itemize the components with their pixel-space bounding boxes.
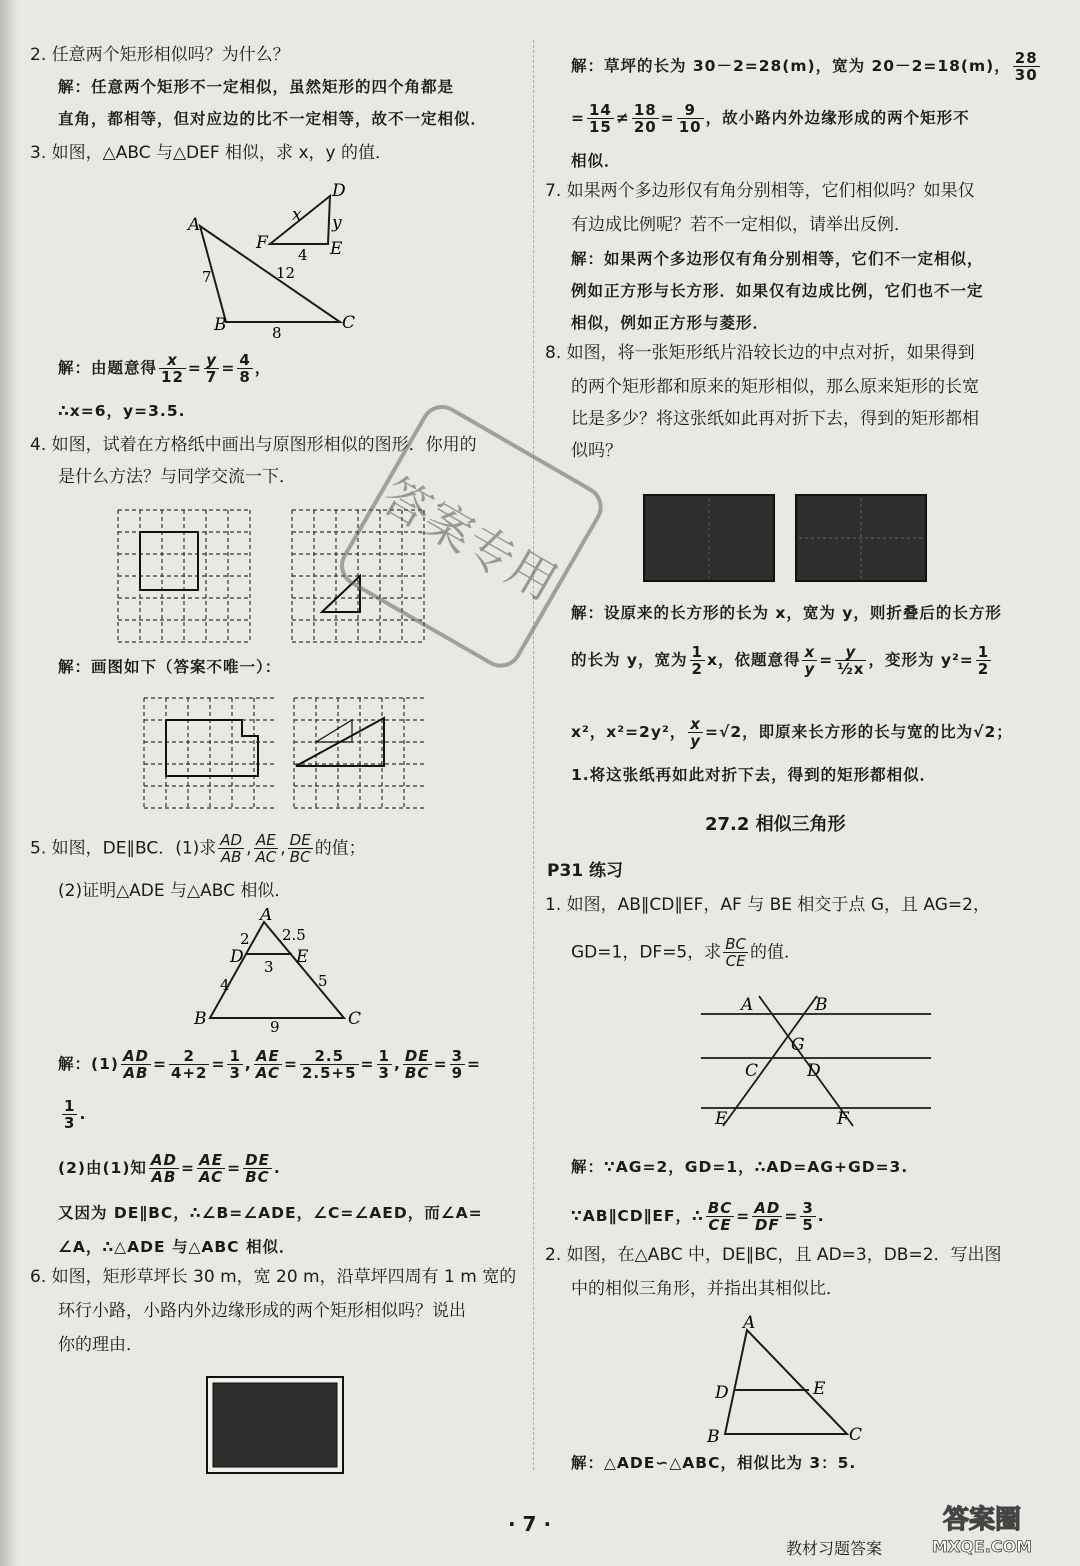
label-A: A (741, 995, 754, 1015)
solution-5-line4: ∠A，∴△ADE 与△ABC 相似． (58, 1238, 296, 1256)
page-number: · 7 · (508, 1512, 552, 1536)
svg-text:答案圈: 答案圈 (942, 1505, 1022, 1535)
grid-figure-square (116, 508, 256, 644)
solution-6-line1: 解：草坪的长为 30－2=28(m)，宽为 20－2=18(m)， $\frac{28}{30}$ (571, 49, 1038, 84)
solution-4: 解：画图如下（答案不唯一）： (58, 658, 282, 676)
solution-6-line3: 相似． (571, 152, 621, 170)
figure-triangle-de-bc (190, 908, 390, 1038)
solution-5-line3: 又因为 DE∥BC，∴∠B=∠ADE，∠C=∠AED，而∠A= (58, 1204, 483, 1222)
label-E: E (813, 1379, 826, 1399)
question-8-line4: 似吗？ (571, 441, 622, 461)
question-7-line2: 有边成比例呢？若不一定相似，请举出反例． (571, 215, 911, 235)
svg-text:MXQE.COM: MXQE.COM (931, 1537, 1033, 1556)
label-C: C (849, 1425, 863, 1444)
question-8-line2: 的两个矩形都和原来的矩形相似，那么原来矩形的长宽 (571, 377, 979, 397)
label-D: D (807, 1061, 821, 1081)
solution-2-line1: 解：任意两个矩形不一定相似，虽然矩形的四个角都是 (58, 78, 455, 96)
question-6-line3: 你的理由． (58, 1335, 143, 1355)
label-y: y (332, 213, 342, 233)
practice-1-solution-line2: ∵AB∥CD∥EF，∴ $\frac{BC}{CE}$ = $\frac{AD}{DF}$ = $\frac{3}{5}$ . (571, 1199, 825, 1234)
practice-1-line1: 1. 如图，AB∥CD∥EF，AF 与 BE 相交于点 G，且 AG=2， (545, 895, 990, 915)
label-9: 9 (270, 1018, 280, 1036)
solution-6-line2: = $\frac{14}{15}$ ≠ $\frac{18}{20}$ = $\frac{9}{10}$ ，故小路内外边缘形成的两个矩形不 (571, 101, 970, 136)
solution-8-line1: 解：设原来的长方形的长为 x，宽为 y，则折叠后的长方形 (571, 604, 1002, 622)
grid-answer-square (142, 696, 278, 816)
column-divider (533, 40, 534, 1470)
practice-2-line2: 中的相似三角形，并指出其相似比． (571, 1279, 843, 1299)
label-4: 4 (220, 976, 230, 994)
solution-5-line1-end: $\frac{1}{3}$ . (64, 1097, 87, 1132)
label-C: C (745, 1061, 759, 1081)
label-4: 4 (298, 246, 308, 264)
label-G: G (791, 1035, 805, 1055)
label-E: E (296, 947, 309, 967)
label-E: E (715, 1109, 728, 1129)
solution-7-line3: 相似，例如正方形与菱形． (571, 314, 770, 332)
grid-answer-triangle (292, 696, 428, 816)
figure-paper-folded-twice (795, 494, 929, 584)
label-F: F (837, 1109, 849, 1129)
label-A: A (260, 908, 273, 925)
label-D: D (230, 947, 244, 967)
label-F: F (256, 233, 268, 253)
label-B: B (815, 995, 828, 1015)
practice-2-solution: 解：△ADE∽△ABC，相似比为 3：5. (571, 1454, 857, 1472)
question-7-line1: 7. 如果两个多边形仅有角分别相等，它们相似吗？如果仅 (545, 181, 975, 201)
stamp-text: 答案专用 (372, 467, 567, 613)
solution-5-line1: 解：(1) $\frac{AD}{AB}$ = $\frac{2}{4+2}$ = $\frac{1}{3}$ , $\frac{AE}{AC}$ = $\frac{2.5}{2.5+5}$ = $\frac{1}{3}$ , $\frac{DE}{BC}$ = $\frac{3}{9}$ = (58, 1047, 481, 1082)
label-D: D (332, 181, 346, 201)
label-A: A (743, 1313, 756, 1333)
figure-triangles-abc-def (180, 180, 400, 340)
label-5: 5 (318, 972, 328, 990)
label-B: B (707, 1427, 720, 1444)
question-5-line1: 5. 如图，DE∥BC．(1)求 $\frac{AD}{AB}$ , $\frac{AE}{AC}$ , $\frac{DE}{BC}$ 的值； (30, 831, 366, 866)
solution-8-line2: 的长为 y，宽为 $\frac{1}{2}$ x，依题意得 $\frac{x}{y}$ = $\frac{y}{\text{½x}}$ ，变形为 y²= $\frac{1}{2}$ (571, 643, 990, 678)
solution-3-line1: 解：由题意得 $\frac{x}{12}$ = $\frac{y}{7}$ = $\frac{4}{8}$ ， (58, 351, 272, 386)
solution-7-line1: 解：如果两个多边形仅有角分别相等，它们不一定相似， (571, 250, 984, 268)
practice-2-line1: 2. 如图，在△ABC 中，DE∥BC，且 AD=3，DB=2．写出图 (545, 1245, 1002, 1265)
question-4-line2: 是什么方法？与同学交流一下． (58, 467, 296, 487)
label-E: E (330, 239, 343, 259)
label-B: B (194, 1009, 207, 1029)
figure-paper-folded-once (643, 494, 777, 584)
site-watermark-logo (892, 1498, 1072, 1560)
figure-parallel-lines (695, 984, 945, 1134)
label-D: D (715, 1383, 729, 1403)
question-6-line2: 环行小路，小路内外边缘形成的两个矩形相似吗？说出 (58, 1301, 466, 1321)
label-x: x (292, 205, 302, 225)
question-2: 2. 任意两个矩形相似吗？为什么？ (30, 45, 290, 65)
label-C: C (342, 313, 356, 333)
figure-triangle-abc (695, 1312, 885, 1444)
label-12: 12 (276, 264, 296, 282)
question-4-line1: 4. 如图，试着在方格纸中画出与原图形相似的图形．你用的 (30, 435, 477, 455)
label-2.5: 2.5 (282, 926, 306, 944)
section-title: 27.2 相似三角形 (705, 814, 846, 835)
binding-gutter (0, 0, 18, 1566)
label-3: 3 (264, 958, 274, 976)
question-3: 3. 如图，△ABC 与△DEF 相似，求 x，y 的值． (30, 143, 392, 163)
practice-heading: P31 练习 (547, 861, 624, 881)
label-2: 2 (240, 930, 250, 948)
question-8-line3: 比是多少？将这张纸如此再对折下去，得到的矩形都相 (571, 409, 979, 429)
question-6-line1: 6. 如图，矩形草坪长 30 m，宽 20 m，沿草坪四周有 1 m 宽的 (30, 1267, 517, 1287)
solution-3-line2: ∴x=6，y=3.5. (58, 402, 186, 420)
question-8-line1: 8. 如图，将一张矩形纸片沿较长边的中点对折，如果得到 (545, 343, 975, 363)
practice-1-solution-line1: 解：∵AG=2，GD=1，∴AD=AG+GD=3. (571, 1158, 909, 1176)
solution-8-line4: 1.将这张纸再如此对折下去，得到的矩形都相似． (571, 766, 937, 784)
solution-8-line3: x²，x²=2y²， $\frac{x}{y}$ =√2，即原来长方形的长与宽的比为√2； (571, 715, 1013, 750)
label-8: 8 (272, 324, 282, 340)
figure-lawn-rectangle (206, 1376, 346, 1476)
question-5-line2: (2)证明△ADE 与△ABC 相似． (58, 881, 292, 901)
solution-5-line2: (2)由(1)知 $\frac{AD}{AB}$ = $\frac{AE}{AC}$ = $\frac{DE}{BC}$ . (58, 1151, 281, 1186)
label-B: B (214, 315, 227, 335)
solution-7-line2: 例如正方形与长方形．如果仅有边成比例，它们也不一定 (571, 282, 984, 300)
label-7: 7 (202, 268, 212, 286)
solution-2-line2: 直角，都相等，但对应边的比不一定相等，故不一定相似． (58, 110, 488, 128)
label-C: C (348, 1009, 362, 1029)
footer-label: 教材习题答案 (786, 1539, 883, 1558)
practice-1-line2: GD=1，DF=5，求 $\frac{BC}{CE}$ 的值． (571, 935, 802, 970)
label-A: A (188, 215, 201, 235)
